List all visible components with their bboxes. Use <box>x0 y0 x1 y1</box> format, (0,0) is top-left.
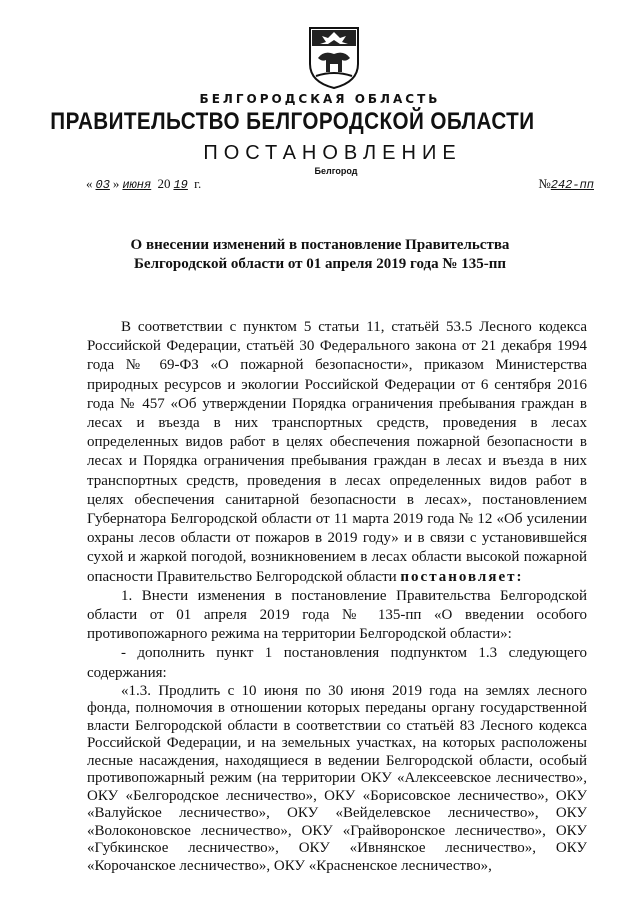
document-body <box>87 318 587 875</box>
year-prefix: 20 <box>157 176 171 191</box>
number-prefix: № <box>538 176 551 191</box>
government-name: ПРАВИТЕЛЬСТВО БЕЛГОРОДСКОЙ ОБЛАСТИ <box>50 108 535 135</box>
title-line-2: Белгородской области от 01 апреля 2019 года № 135-пп <box>134 256 506 272</box>
number-value: 242-пп <box>550 178 594 192</box>
date-quote-open: « <box>86 176 93 191</box>
clause-1-3-paragraph: «1.3. Продлить с 10 июня по 30 июня 2019 года на землях лесного фонда, полномочия в отношении которых переданы органу государственной власти Белгородской области в соответствии со статьёй 83 Лесного кодекса Российской Федерации, и на земельных участках, на которых расположены лесные насаждения, находящиеся в ведении Белгородской области, особый противопожарный режим (на территории ОКУ «Алексеевское лесничество», ОКУ «Белгородское лесничество», ОКУ «Борисовское лесничество», ОКУ «Валуйское лесничество», ОКУ «Вейделевское лесничество», ОКУ «Волоконовское лесничество», ОКУ «Грайворонское лесничество», ОКУ «Губкинское лесничество», ОКУ «Ивнянское лесничество», ОКУ «Корочанское лесничество», ОКУ «Красненское лесничество», <box>87 682 587 874</box>
date-day: 03 <box>95 178 110 192</box>
resolves-word: постановляет: <box>400 568 524 585</box>
year-unit: г. <box>190 176 202 191</box>
preamble-paragraph <box>87 318 587 587</box>
preamble-text: В соответствии с пунктом 5 статьи 11, статьёй 53.5 Лесного кодекса Российской Федерации, статьёй 30 Федерального закона от 21 декабря 1994 года № 69-ФЗ «О пожарной безопасности», приказом Министерства природных ресурсов и экологии Российской Федерации от 6 сентября 2016 года № 457 «Об утверждении Порядка ограничения пребывания граждан в лесах и въезда в них транспортных средств, проведения в лесах определенных видов работ в целях обеспечения пожарной безопасности в лесах и Порядка ограничения пребывания граждан в лесах и въезда в них транспортных средств, проведения в лесах определенных видов работ в целях обеспечения санитарной безопасности в лесах», постановлением Губернатора Белгородской области от 11 марта 2019 года № 12 «Об усилении охраны лесов области от пожаров в 2019 году» и в связи с установившейся сухой и жаркой погодой, возникновением в лесах области высокой пожарной опасности Правительство Белгородской области <box>87 319 587 585</box>
date-month: июня <box>122 178 152 192</box>
title-line-1: О внесении изменений в постановление Правительства <box>130 237 510 253</box>
date-year-suffix: 19 <box>173 178 188 192</box>
date-quote-close: » <box>112 176 120 191</box>
coat-of-arms-icon <box>306 24 362 90</box>
document-title <box>90 236 550 274</box>
region-name: БЕЛГОРОДСКАЯ ОБЛАСТЬ <box>199 92 441 106</box>
document-date <box>86 176 201 192</box>
item-1-paragraph: 1. Внести изменения в постановление Правительства Белгородской области от 01 апреля 2019 года № 135-пп «О введении особого противопожарного режима на территории Белгородской области»: <box>87 587 587 643</box>
document-number <box>538 176 594 192</box>
document-type: ПОСТАНОВЛЕНИЕ <box>203 142 462 164</box>
item-1-sub-paragraph: - дополнить пункт 1 постановления подпунктом 1.3 следующего содержания: <box>87 645 587 681</box>
city-name: Белгород <box>314 166 358 176</box>
